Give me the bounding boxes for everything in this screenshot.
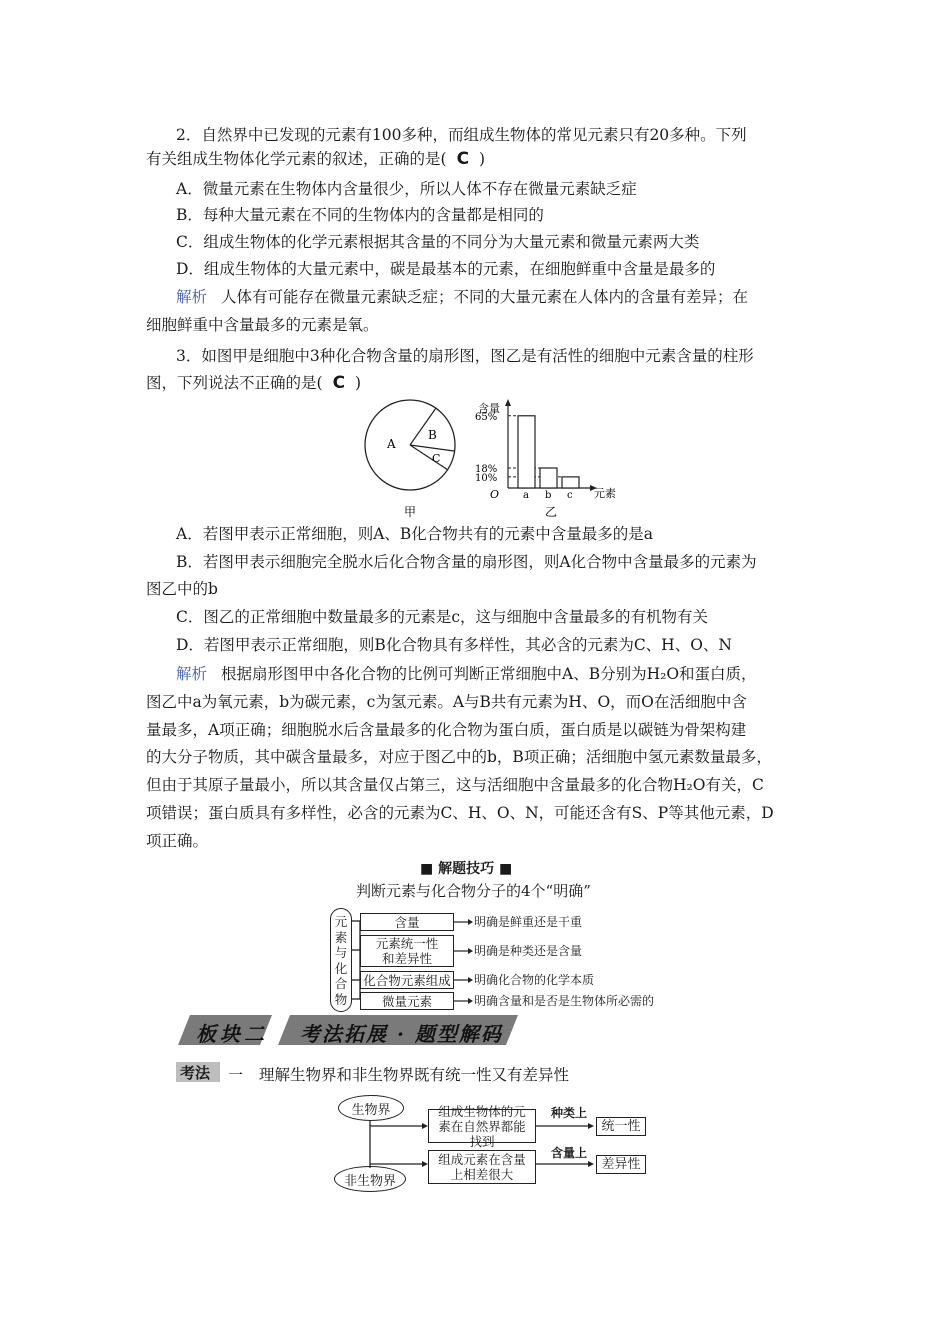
bio-world-oval: 生物界 [338,1095,404,1121]
bar-xlabel: 元素 [594,487,616,500]
bar-xtick-b: b [545,490,552,501]
tips-box-3: 化合物元素组成 [360,971,454,989]
bar-a [518,416,535,488]
q2-stem-line2 [146,148,485,170]
bar-chart-figure [470,396,630,521]
pie-caption: 甲 [404,505,417,519]
q2-option-d: D．组成生物体的大量元素中，碳是最基本的元素，在细胞鲜重中含量是最多的 [176,260,716,278]
section-label: 板块二 [196,1022,268,1046]
q3-answer: C [332,373,346,393]
q3-option-d: D．若图甲表示正常细胞，则B化合物具有多样性，其必含的元素为C、H、O、N [176,636,732,654]
q2-answer: C [456,149,470,169]
q3-analysis-line2: 图乙中a为氧元素，b为碳元素，c为氢元素。A与B共有元素为H、O，而O在活细胞中含 [146,693,747,711]
q2-stem-text: 有关组成生物体化学元素的叙述，正确的是( [146,150,447,168]
q2-analysis-line2: 细胞鲜重中含量最多的元素是氧。 [146,316,379,334]
q3-stem-line2 [146,372,361,394]
method-number: 一 [228,1066,244,1084]
q2-analysis-text: 人体有可能存在微量元素缺乏症；不同的大量元素在人体内的含量有差异；在 [221,288,749,306]
tips-box-4: 微量元素 [360,992,454,1010]
bar-xtick-a: a [523,490,529,501]
nonbio-world-oval: 非生物界 [334,1166,406,1192]
q3-close: ) [355,374,362,392]
pie-chart-figure [356,396,466,521]
q3-analysis-line5: 但由于其原子量最小，所以其含量仅占第三，这与活细胞中含量最多的化合物H₂O有关，C [146,776,764,794]
q3-option-b-cont: 图乙中的b [146,580,218,598]
tips-title: 判断元素与化合物分子的4个“明确” [356,882,591,900]
bar-marks [518,416,579,488]
tips-box-1: 含量 [360,913,454,931]
q3-stem-text: 图，下列说法不正确的是( [146,374,323,392]
method-title: 理解生物界和非生物界既有统一性又有差异性 [259,1066,570,1084]
q3-analysis-line4: 的大分子物质，其中碳含量最多，对应于图乙中的b，B项正确；活细胞中氢元素数量最多， [146,748,772,766]
flow-label-top: 种类上 [551,1106,588,1120]
tips-note-1: 明确是鲜重还是干重 [474,915,583,929]
bar-ylabel: 含量 [478,402,500,415]
tips-badge: ■ 解题技巧 ■ [420,861,513,877]
tips-note-2: 明确是种类还是含量 [474,944,583,958]
q2-option-a: A．微量元素在生物体内含量很少，所以人体不存在微量元素缺乏症 [176,180,637,198]
q3-analysis-line7: 项正确。 [146,832,209,850]
bar-xtick-c: c [567,490,573,501]
section-title: 考法拓展 · 题型解码 [300,1022,503,1046]
q3-analysis-line3: 量最多，A项正确；细胞脱水后含量最多的化合物为蛋白质，蛋白质是以碳链为骨架构建 [146,721,747,739]
q3-analysis-text: 根据扇形图甲中各化合物的比例可判断正常细胞中A、B分别为H₂O和蛋白质， [221,665,757,683]
q3-option-a: A．若图甲表示正常细胞，则A、B化合物共有的元素中含量最多的是a [176,525,654,543]
tips-side-label: 元素与化合物 [334,914,348,1007]
q2-analysis-label: 解析 [176,288,208,306]
bar-c [562,477,579,488]
q3-option-b: B．若图甲表示细胞完全脱水后化合物含量的扇形图，则A化合物中含量最多的元素为 [176,553,757,571]
q3-option-c: C．图乙的正常细胞中数量最多的元素是c，这与细胞中含量最多的有机物有关 [176,608,709,626]
q3-analysis-line1 [176,663,757,685]
flow-box-top: 组成生物体的元素在自然界都能找到 [428,1109,536,1143]
pie-label-c: C [432,452,441,465]
bar-origin: O [490,488,500,501]
bar-ytick-a: 65% [475,411,498,423]
q3-stem-line1: 3．如图甲是细胞中3种化合物含量的扇形图，图乙是有活性的细胞中元素含量的柱形 [176,347,754,365]
flow-label-bottom: 含量上 [551,1146,588,1160]
q2-stem-line1: 2．自然界中已发现的元素有100多种，而组成生物体的常见元素只有20多种。下列 [176,126,747,144]
q3-analysis-label: 解析 [176,665,208,683]
q2-analysis-line1 [176,286,748,308]
q3-analysis-line6: 项错误；蛋白质具有多样性，必含的元素为C、H、O、N，可能还含有S、P等其他元素，D [146,804,774,822]
q2-close: ) [479,150,486,168]
q2-option-b: B．每种大量元素在不同的生物体内的含量都是相同的 [176,206,544,224]
flow-box-bottom: 组成元素在含量上相差很大 [428,1150,536,1184]
pie-label-a: A [387,437,396,451]
tips-note-3: 明确化合物的化学本质 [474,973,595,987]
bar-ytick-c: 10% [475,472,498,484]
bar-y-arrow [505,399,511,406]
tips-arrows [454,905,474,1015]
pie-label-b: B [428,428,437,442]
bar-ytick-b: 18% [475,464,498,475]
tips-note-4: 明确含量和是否是生物体所必需的 [474,994,655,1008]
tips-box-2: 元素统一性和差异性 [360,935,454,967]
flow-result-bottom: 差异性 [596,1155,646,1174]
method-tag: 考法 [180,1064,211,1082]
flow-result-top: 统一性 [596,1117,646,1136]
bar-caption: 乙 [545,505,558,519]
bar-b [540,468,557,488]
q2-option-c: C．组成生物体的化学元素根据其含量的不同分为大量元素和微量元素两大类 [176,233,700,251]
